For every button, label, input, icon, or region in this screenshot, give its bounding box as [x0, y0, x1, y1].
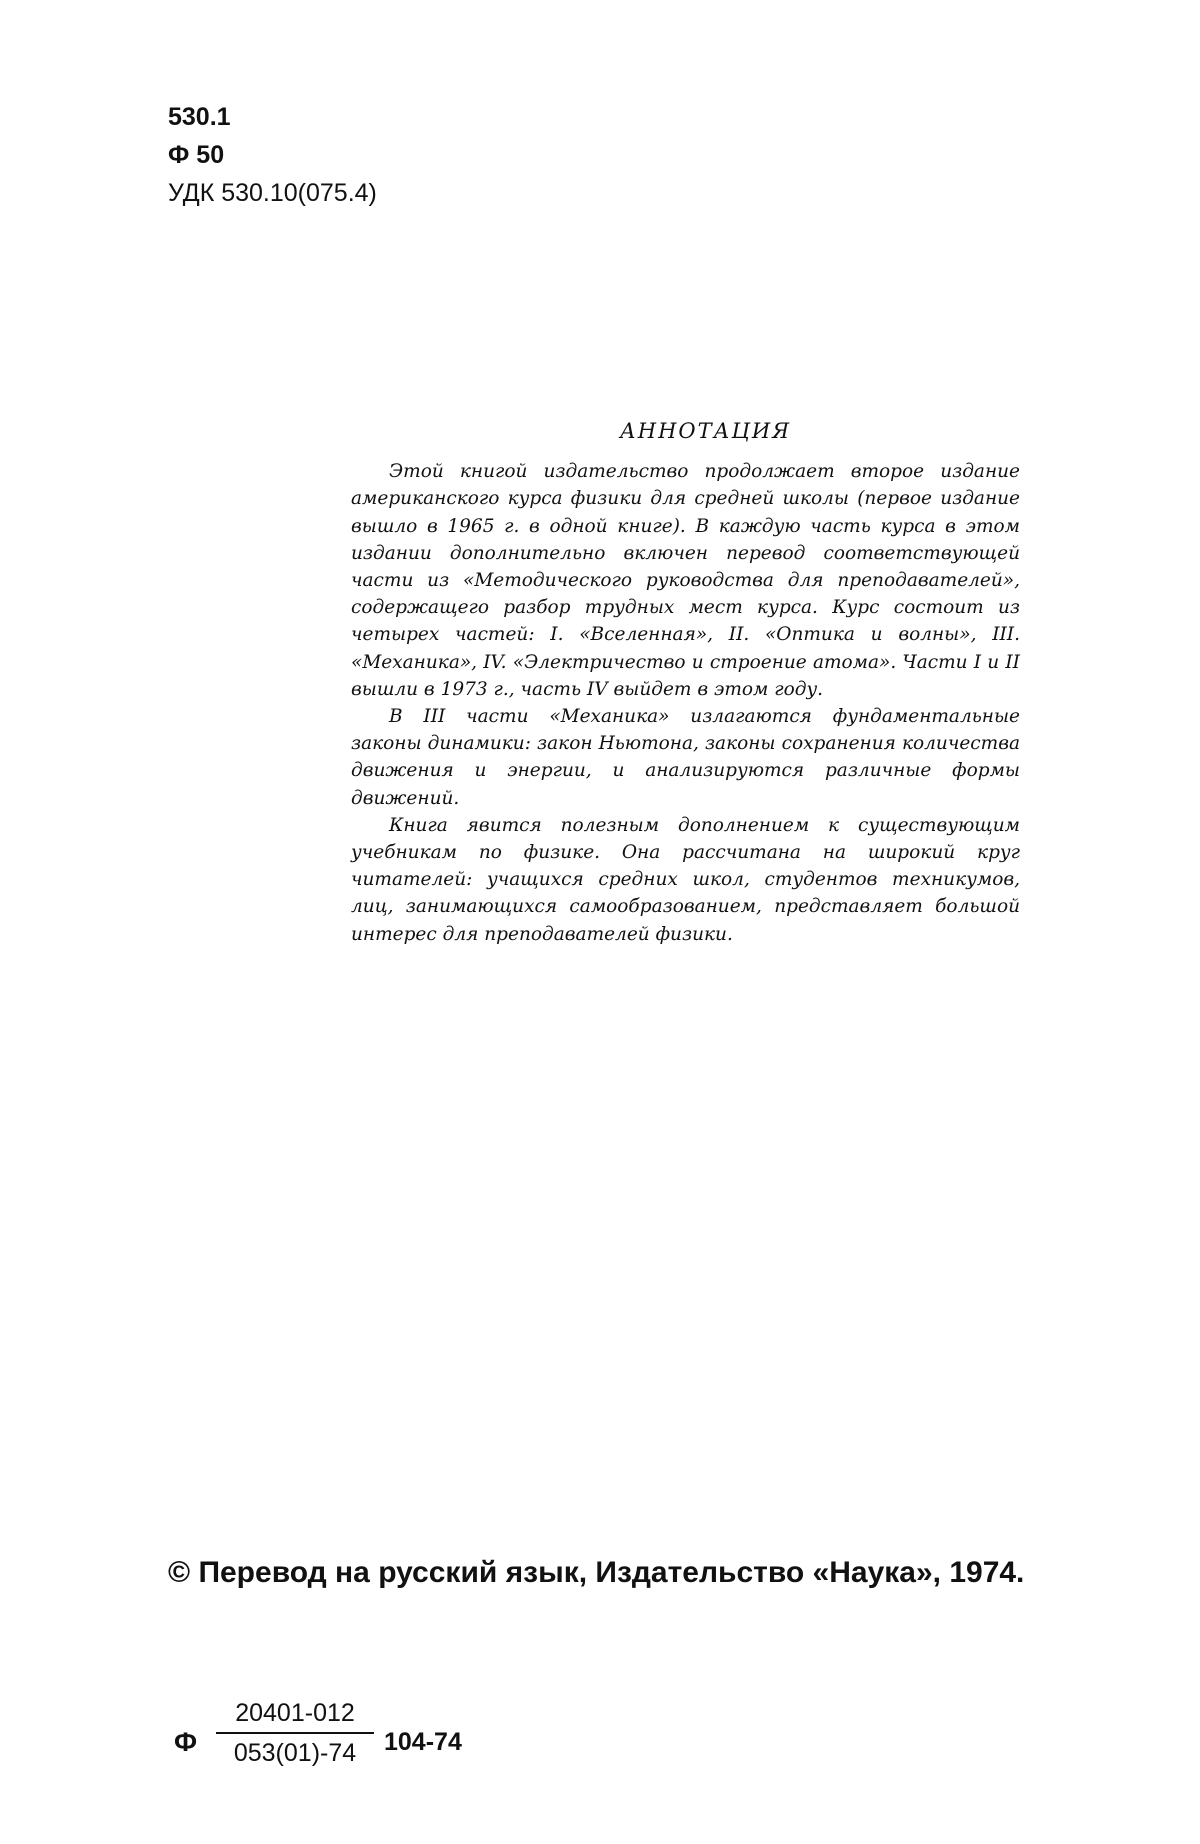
annotation-section	[351, 418, 1020, 948]
bbk-index: 530.1	[168, 103, 231, 131]
annotation-title: АННОТАЦИЯ	[619, 419, 792, 443]
imprint-fraction	[216, 1698, 374, 1768]
annotation-paragraph: Этой книгой издательство продолжает второе издание американского курса физики для средней школы (первое издание вышло в 1965 г. в одной книге). В каждую часть курса в этом издании дополнительно включен перевод соответствующей части из «Методического руководства для преподавателей», содержащего разбор трудных мест курса. Курс состоит из четырех частей: I. «Вселенная», II. «Оптика и волны», III. «Механика», IV. «Электричество и строение атома». Части I и II вышли в 1973 г., часть IV выйдет в этом году.	[351, 461, 1020, 700]
imprint-prefix: Ф	[174, 1727, 198, 1757]
imprint-code: 104-74	[384, 1728, 462, 1756]
annotation-paragraph: В III части «Механика» излагаются фундаментальные законы динамики: закон Ньютона, законы сохранения количества движения и энергии, и анализируются различные формы движений.	[351, 706, 1020, 809]
classification-block	[168, 98, 377, 212]
imprint-denominator: 053(01)-74	[233, 1739, 357, 1767]
annotation-paragraph: Книга явится полезным дополнением к существующим учебникам по физике. Она рассчитана на широкий круг читателей: учащихся средних школ, студентов техникумов, лиц, занимающихся самообразованием, представляет большой интерес для преподавателей физики.	[351, 814, 1020, 945]
udk-index: УДК 530.10(075.4)	[168, 179, 377, 207]
author-mark: Ф 50	[168, 141, 225, 169]
imprint-numerator: 20401-012	[216, 1698, 374, 1734]
copyright-notice: © Перевод на русский язык, Издательство «Наука», 1974.	[168, 1556, 1025, 1589]
